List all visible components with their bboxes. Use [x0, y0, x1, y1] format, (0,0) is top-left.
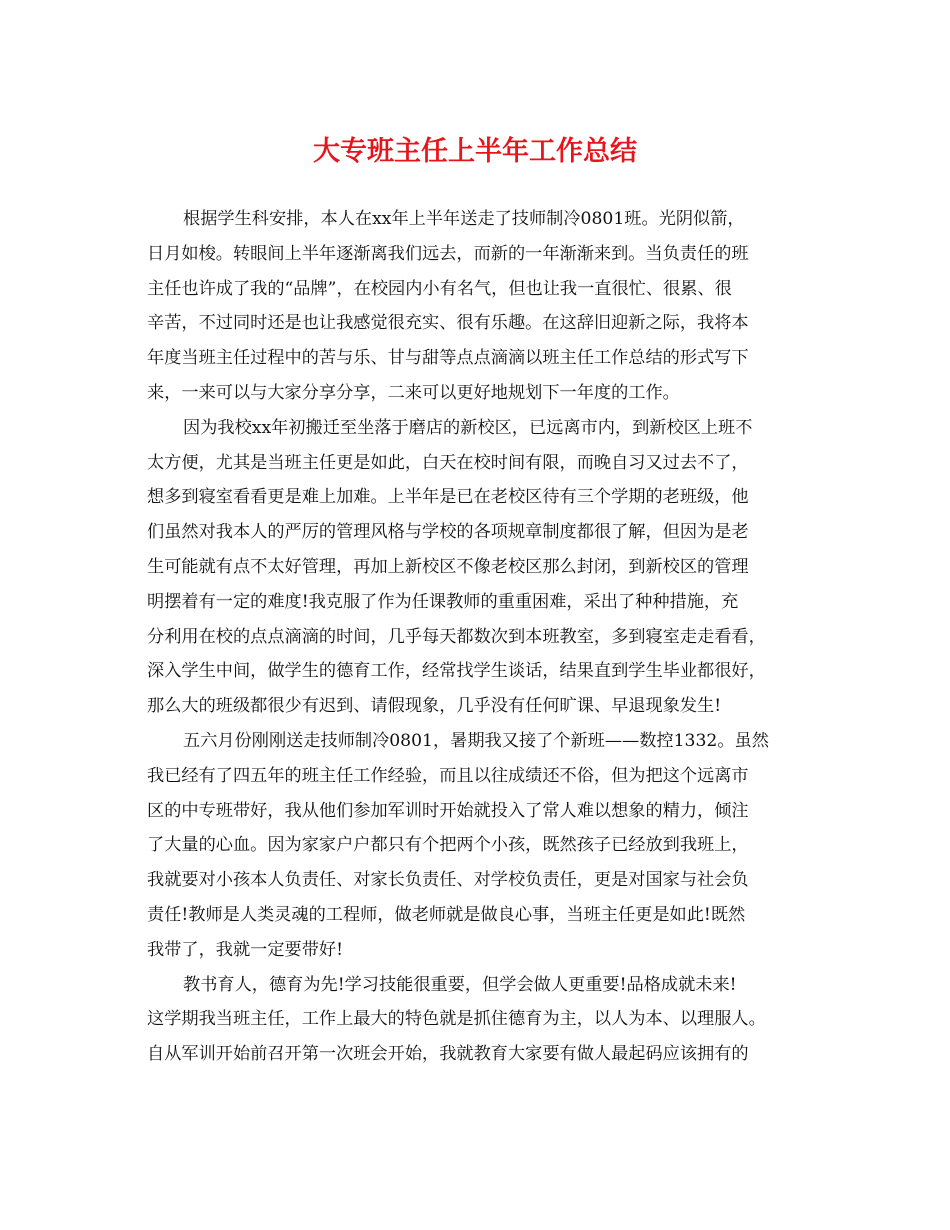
text-line: 年度当班主任过程中的苦与乐、甘与甜等点点滴滴以班主任工作总结的形式写下 [147, 348, 749, 369]
text-line: 这学期我当班主任，工作上最大的特色就是抓住德育为主，以人为本、以理服人。 [147, 1009, 766, 1030]
text-line: 我就要对小孩本人负责任、对家长负责任、对学校负责任，更是对国家与社会负 [147, 870, 749, 891]
text-line: 来，一来可以与大家分享分享，二来可以更好地规划下一年度的工作。 [147, 382, 680, 403]
text-line: 日月如梭。转眼间上半年逐渐离我们远去，而新的一年渐渐来到。当负责任的班 [147, 243, 749, 264]
paragraph-4 [147, 968, 803, 1072]
text-line: 主任也许成了我的“品牌”，在校园内小有名气，但也让我一直很忙、很累、很 [147, 278, 732, 299]
text-line: 深入学生中间，做学生的德育工作，经常找学生谈话，结果直到学生毕业都很好， [147, 661, 766, 682]
text-line: 区的中专班带好，我从他们参加军训时开始就投入了常人难以想象的精力，倾注 [147, 800, 749, 821]
text-line: 教书育人，德育为先!学习技能很重要，但学会做人更重要!品格成就未来! [183, 974, 737, 995]
text-line: 分利用在校的点点滴滴的时间，几乎每天都数次到本班教室，多到寝室走走看看， [147, 626, 766, 647]
text-line: 太方便，尤其是当班主任更是如此，白天在校时间有限，而晚自习又过去不了， [147, 452, 749, 473]
text-line: 我带了，我就一定要带好! [147, 939, 343, 960]
text-line: 责任!教师是人类灵魂的工程师，做老师就是做良心事，当班主任更是如此!既然 [147, 904, 746, 925]
text-line: 了大量的心血。因为家家户户都只有个把两个小孩，既然孩子已经放到我班上， [147, 835, 749, 856]
text-line: 因为我校xx年初搬迁至坐落于磨店的新校区，已远离市内，到新校区上班不 [183, 417, 753, 438]
text-line: 五六月份刚刚送走技师制冷0801，暑期我又接了个新班——数控1332。虽然 [183, 730, 769, 751]
text-line: 明摆着有一定的难度!我克服了作为任课教师的重重困难，采出了种种措施，充 [147, 591, 739, 612]
text-line: 根据学生科安排，本人在xx年上半年送走了技师制冷0801班。光阴似箭， [183, 209, 745, 229]
text-line: 想多到寝室看看更是难上加难。上半年是已在老校区待有三个学期的老班级，他 [147, 487, 749, 508]
paragraph-2 [147, 411, 803, 724]
text-line: 辛苦，不过同时还是也让我感觉很充实、很有乐趣。在这辞旧迎新之际，我将本 [147, 313, 749, 334]
text-line: 自从军训开始前召开第一次班会开始，我就教育大家要有做人最起码应该拥有的 [147, 1044, 749, 1065]
text-line: 们虽然对我本人的严厉的管理风格与学校的各项规章制度都很了解，但因为是老 [147, 522, 749, 543]
document-title: 大专班主任上半年工作总结 [313, 136, 637, 167]
document-body [147, 202, 803, 1072]
text-line: 生可能就有点不太好管理，再加上新校区不像老校区那么封闭，到新校区的管理 [147, 556, 749, 577]
text-line: 我已经有了四五年的班主任工作经验，而且以往成绩还不俗，但为把这个远离市 [147, 765, 749, 786]
paragraph-1 [147, 202, 803, 411]
text-line: 那么大的班级都很少有迟到、请假现象，几乎没有任何旷课、早退现象发生! [147, 696, 722, 717]
paragraph-3 [147, 724, 803, 968]
